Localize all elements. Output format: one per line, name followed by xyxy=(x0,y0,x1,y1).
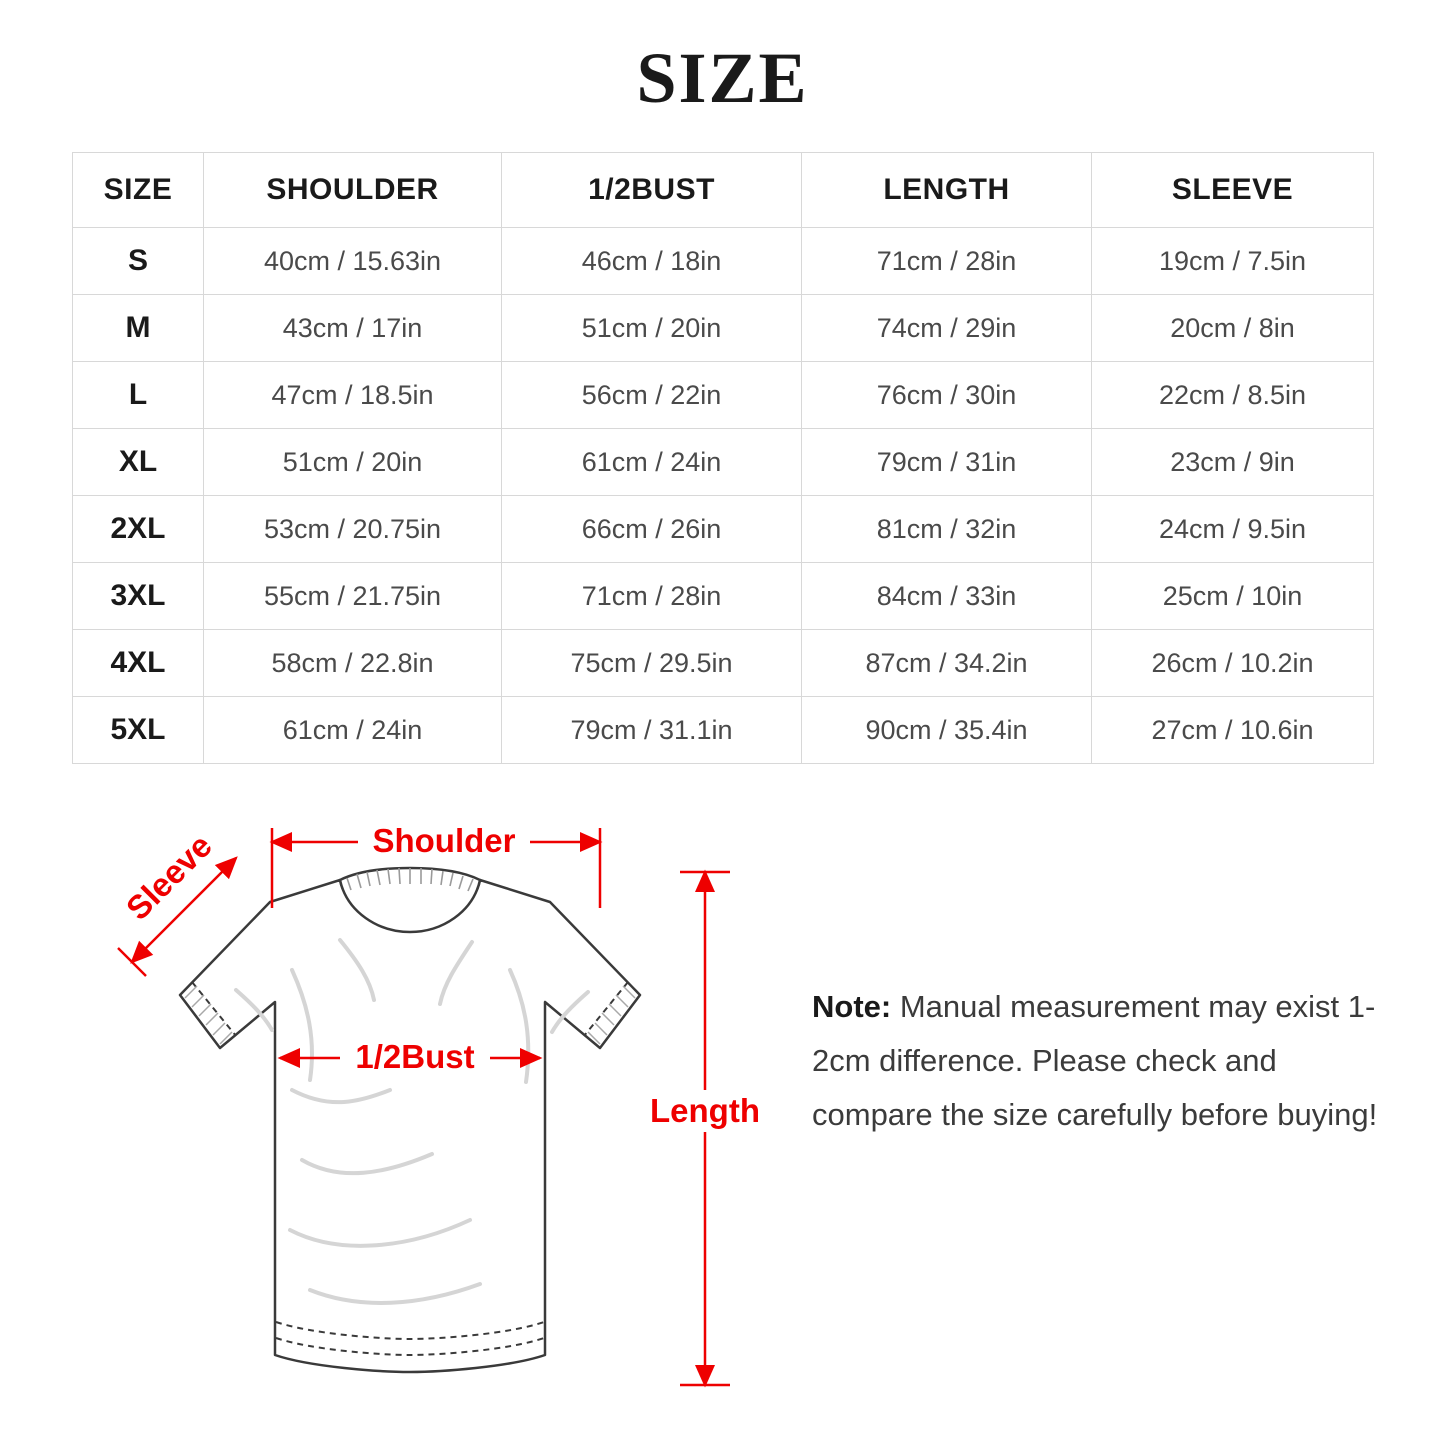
cell-length: 79cm / 31in xyxy=(802,429,1092,496)
cell-sleeve: 25cm / 10in xyxy=(1092,563,1374,630)
cell-size: 3XL xyxy=(73,563,204,630)
cell-size: L xyxy=(73,362,204,429)
cell-sleeve: 23cm / 9in xyxy=(1092,429,1374,496)
measurement-guide-section xyxy=(0,790,1445,1445)
table-row xyxy=(73,630,1374,697)
cell-size: S xyxy=(73,228,204,295)
cell-size: XL xyxy=(73,429,204,496)
note-label: Note: xyxy=(812,989,892,1024)
cell-size: 2XL xyxy=(73,496,204,563)
cell-shoulder: 55cm / 21.75in xyxy=(204,563,502,630)
cell-length: 81cm / 32in xyxy=(802,496,1092,563)
cell-sleeve: 20cm / 8in xyxy=(1092,295,1374,362)
cell-size: 4XL xyxy=(73,630,204,697)
column-header-sleeve: SLEEVE xyxy=(1092,153,1374,228)
table-header xyxy=(73,153,1374,228)
cell-shoulder: 47cm / 18.5in xyxy=(204,362,502,429)
column-header-length: LENGTH xyxy=(802,153,1092,228)
cell-shoulder: 43cm / 17in xyxy=(204,295,502,362)
cell-bust: 61cm / 24in xyxy=(502,429,802,496)
column-header-bust: 1/2BUST xyxy=(502,153,802,228)
cell-bust: 46cm / 18in xyxy=(502,228,802,295)
cell-length: 87cm / 34.2in xyxy=(802,630,1092,697)
shoulder-label: Shoulder xyxy=(372,822,516,859)
note-text: Manual measurement may exist 1-2cm difference. Please check and compare the size carefully before buying! xyxy=(812,989,1378,1132)
cell-shoulder: 51cm / 20in xyxy=(204,429,502,496)
cell-shoulder: 40cm / 15.63in xyxy=(204,228,502,295)
size-chart-table xyxy=(72,152,1374,764)
table-row xyxy=(73,295,1374,362)
cell-sleeve: 26cm / 10.2in xyxy=(1092,630,1374,697)
cell-size: 5XL xyxy=(73,697,204,764)
table-row xyxy=(73,697,1374,764)
table-row xyxy=(73,228,1374,295)
cell-length: 76cm / 30in xyxy=(802,362,1092,429)
table-body xyxy=(73,228,1374,764)
table-row xyxy=(73,362,1374,429)
column-header-shoulder: SHOULDER xyxy=(204,153,502,228)
cell-size: M xyxy=(73,295,204,362)
cell-bust: 56cm / 22in xyxy=(502,362,802,429)
table-row xyxy=(73,429,1374,496)
length-label: Length xyxy=(650,1092,760,1129)
cell-sleeve: 27cm / 10.6in xyxy=(1092,697,1374,764)
tshirt-illustration-svg xyxy=(40,790,820,1440)
cell-length: 84cm / 33in xyxy=(802,563,1092,630)
note-block xyxy=(812,980,1390,1142)
cell-length: 71cm / 28in xyxy=(802,228,1092,295)
cell-bust: 71cm / 28in xyxy=(502,563,802,630)
table-header-row xyxy=(73,153,1374,228)
cell-bust: 66cm / 26in xyxy=(502,496,802,563)
cell-bust: 75cm / 29.5in xyxy=(502,630,802,697)
size-table-container xyxy=(72,152,1373,764)
table-row xyxy=(73,496,1374,563)
cell-length: 74cm / 29in xyxy=(802,295,1092,362)
column-header-size: SIZE xyxy=(73,153,204,228)
cell-bust: 51cm / 20in xyxy=(502,295,802,362)
cell-sleeve: 24cm / 9.5in xyxy=(1092,496,1374,563)
cell-shoulder: 61cm / 24in xyxy=(204,697,502,764)
cell-bust: 79cm / 31.1in xyxy=(502,697,802,764)
page-title: SIZE xyxy=(636,38,809,118)
bust-label: 1/2Bust xyxy=(355,1038,475,1075)
cell-shoulder: 58cm / 22.8in xyxy=(204,630,502,697)
sleeve-label: Sleeve xyxy=(118,826,219,927)
tshirt-outline xyxy=(180,868,640,1372)
cell-sleeve: 19cm / 7.5in xyxy=(1092,228,1374,295)
cell-sleeve: 22cm / 8.5in xyxy=(1092,362,1374,429)
cell-shoulder: 53cm / 20.75in xyxy=(204,496,502,563)
cell-length: 90cm / 35.4in xyxy=(802,697,1092,764)
tshirt-diagram xyxy=(40,790,820,1440)
table-row xyxy=(73,563,1374,630)
